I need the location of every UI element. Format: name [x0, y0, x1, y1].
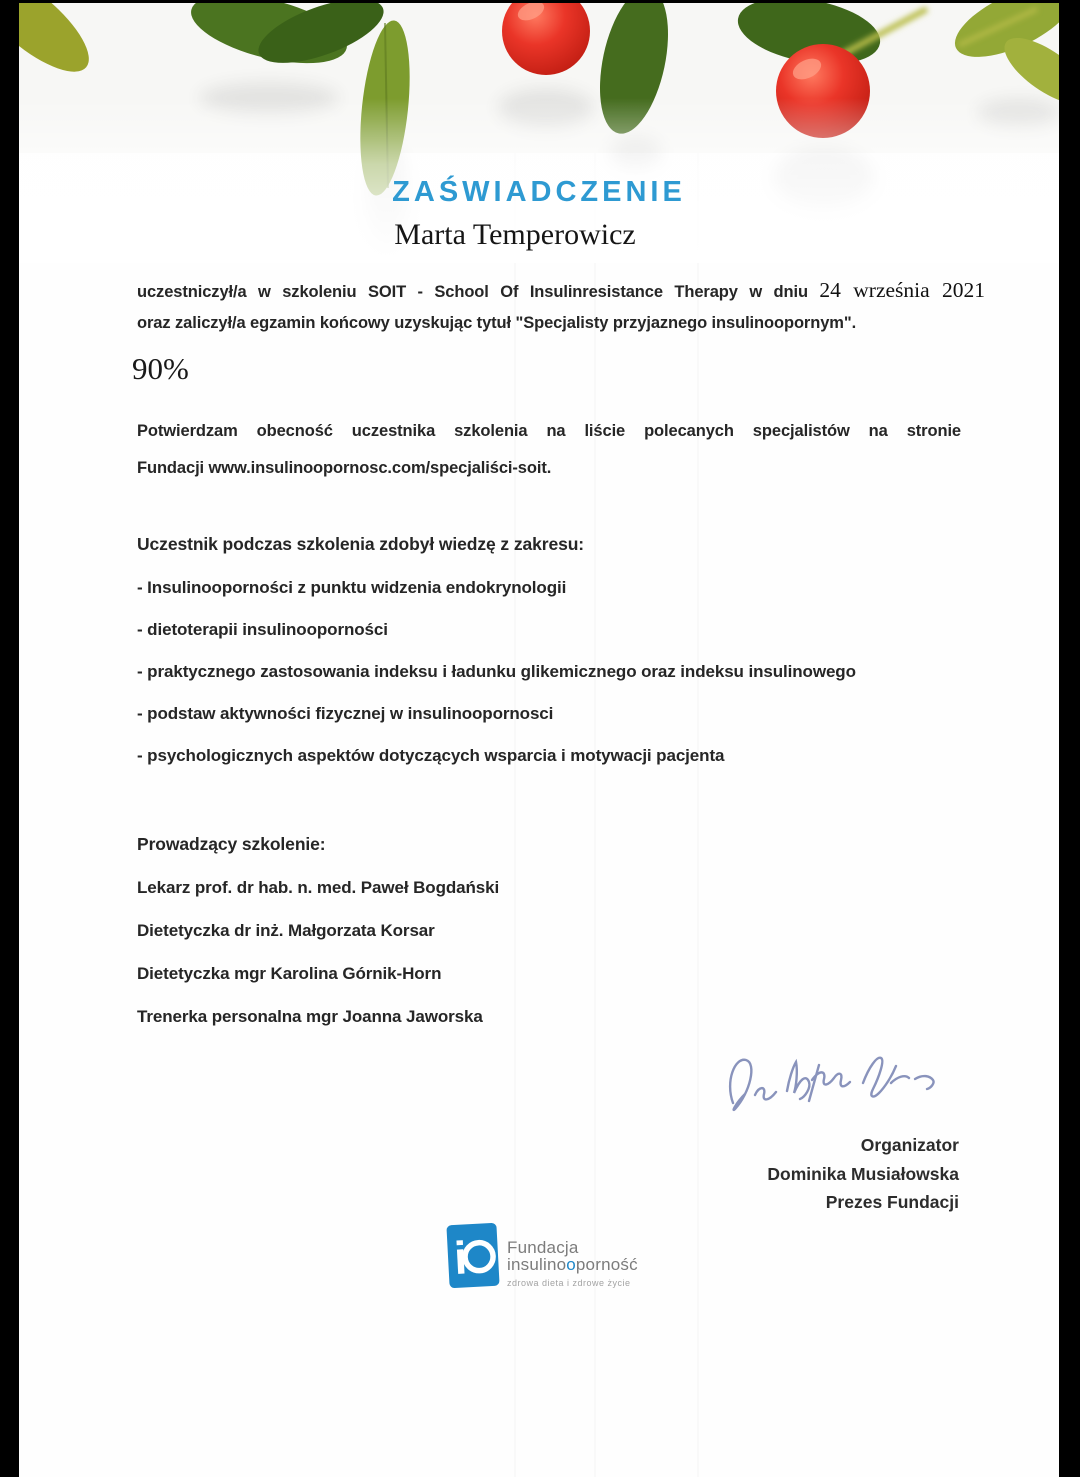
foundation-logo [448, 1222, 638, 1292]
intro-line-1 [137, 275, 985, 308]
organizer-role: Organizator [860, 1135, 959, 1155]
foundation-tagline: zdrowa dieta i zdrowe życie [507, 1278, 631, 1288]
trainer-item: Lekarz prof. dr hab. n. med. Paweł Bogdański [137, 878, 500, 897]
exam-score: 90% [132, 351, 189, 386]
confirmation-line-1: Potwierdzam obecność uczestnika szkolenia na liście polecanych specjalistów na stronie [137, 422, 961, 440]
knowledge-item: - Insulinooporności z punktu widzenia endokrynologii [137, 578, 567, 597]
foundation-name-line2 [507, 1256, 638, 1273]
io-logo-icon [446, 1223, 499, 1289]
organizer-block [767, 1131, 959, 1217]
organizer-name: Dominika Musiałowska [767, 1163, 959, 1184]
trainers-list [137, 877, 499, 1027]
logo-text-post: porność [575, 1255, 638, 1274]
trainer-item: Trenerka personalna mgr Joanna Jaworska [137, 1007, 483, 1026]
knowledge-item: - praktycznego zastosowania indeksu i ładunku glikemicznego oraz indeksu insulinowego [137, 662, 856, 681]
knowledge-item: - psychologicznych aspektów dotyczących wsparcia i motywacji pacjenta [137, 746, 725, 765]
logo-text-pre: insulino [507, 1255, 567, 1274]
confirmation-suffix: . [546, 459, 552, 477]
trainers-heading: Prowadzący szkolenie: [137, 834, 326, 854]
logo-text-accent: o [566, 1255, 576, 1274]
certificate-page [19, 3, 1059, 1477]
recipient-name: Marta Temperowicz [394, 218, 636, 251]
confirmation-paragraph [137, 413, 961, 487]
foundation-logo-text [507, 1222, 638, 1292]
signature-icon [719, 1047, 947, 1131]
knowledge-list [137, 577, 856, 766]
svg-text:i: i [452, 1231, 469, 1284]
trainer-item: Dietetyczka mgr Karolina Górnik-Horn [137, 964, 442, 983]
intro-paragraph [137, 275, 985, 339]
foundation-name-line1: Fundacja [507, 1238, 579, 1257]
intro-line-2: oraz zaliczył/a egzamin końcowy uzyskując tytuł "Specjalisty przyjaznego insulinoopornym". [137, 314, 857, 332]
foundation-url: www.insulinoopornosc.com/specjaliści-soit [208, 459, 547, 477]
confirmation-line-2 [137, 450, 961, 487]
knowledge-item: - dietoterapii insulinooporności [137, 620, 388, 639]
intro-text: uczestniczył/a w szkoleniu SOIT - School Of Insulinresistance Therapy w dniu [137, 283, 808, 301]
training-date: 24 września 2021 [819, 278, 986, 302]
knowledge-item: - podstaw aktywności fizycznej w insulinoopornosci [137, 704, 554, 723]
trainer-item: Dietetyczka dr inż. Małgorzata Korsar [137, 921, 435, 940]
knowledge-heading: Uczestnik podczas szkolenia zdobył wiedzę z zakresu: [137, 534, 585, 554]
confirmation-prefix: Fundacji [137, 459, 209, 477]
organizer-title: Prezes Fundacji [825, 1192, 959, 1212]
certificate-title: ZAŚWIADCZENIE [392, 176, 686, 208]
